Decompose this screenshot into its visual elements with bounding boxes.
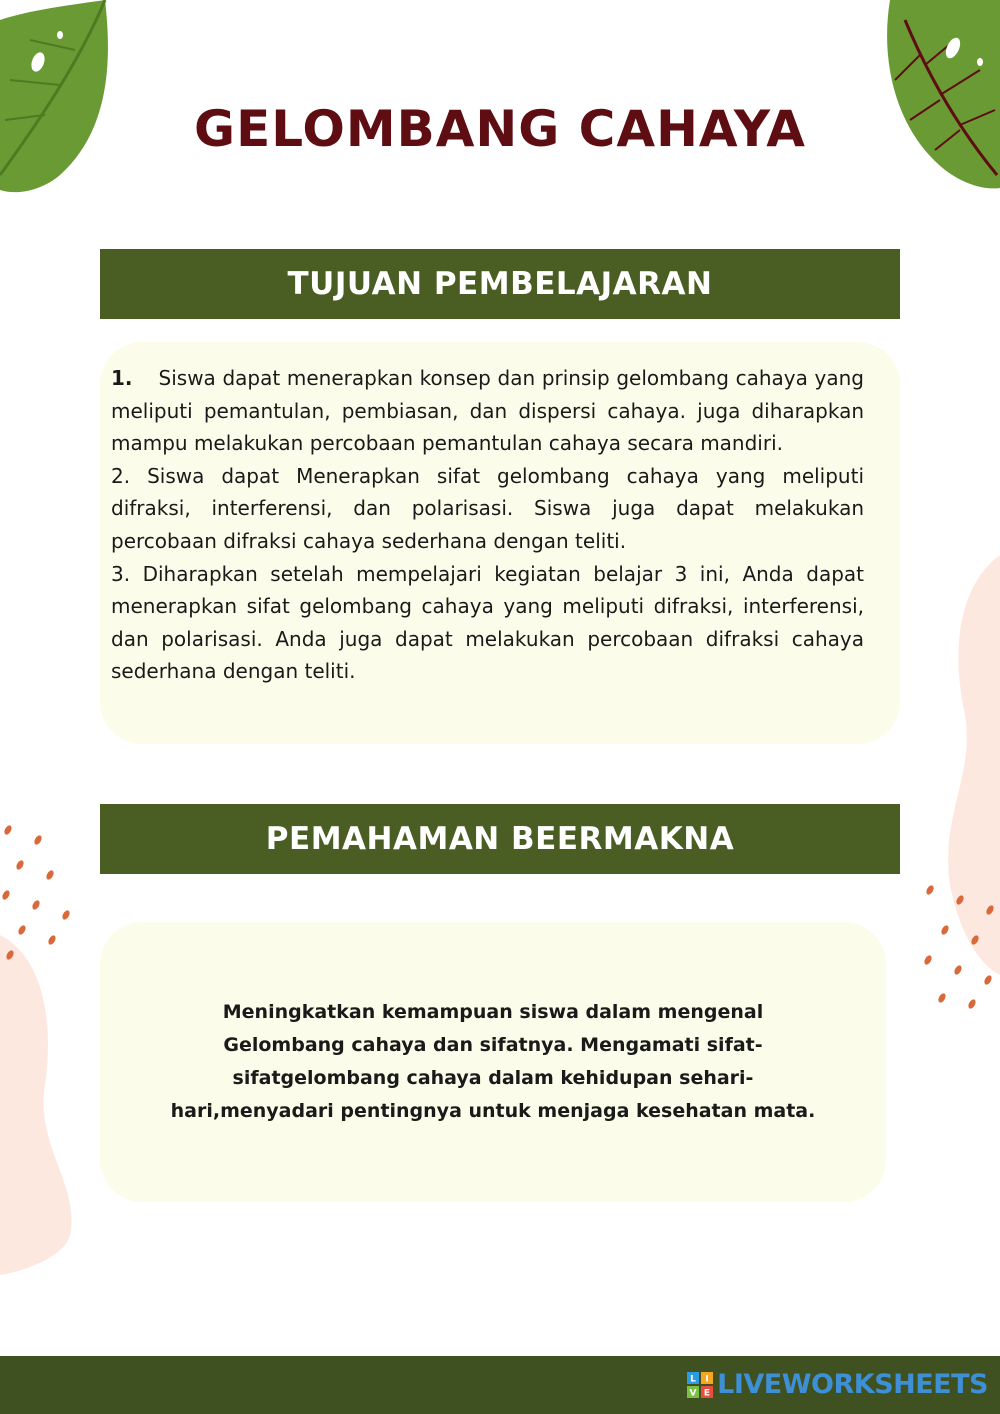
understanding-text: Meningkatkan kemampuan siswa dalam mengenal Gelombang cahaya dan sifatnya. Mengamati sifat-sifatgelombang cahaya dalam kehidupan sehari-hari,menyadari pentingnya untuk menjaga kesehatan mata.: [170, 1001, 816, 1122]
liveworksheets-logo-icon: [687, 1372, 713, 1398]
logo-letter: V: [689, 1388, 697, 1398]
section-heading-tujuan: TUJUAN PEMBELAJARAN: [100, 249, 900, 319]
objective-item-1: [111, 362, 864, 460]
logo-letter: I: [705, 1374, 709, 1384]
section-heading-pemahaman: PEMAHAMAN BEERMAKNA: [100, 804, 900, 874]
brand-link[interactable]: [687, 1369, 988, 1400]
leaf-top-left-icon: [0, 0, 115, 195]
footer-bar: [0, 1356, 1000, 1414]
meaningful-understanding-card: [100, 922, 886, 1202]
brand-text: LIVEWORKSHEETS: [717, 1369, 988, 1400]
objective-item-2: 2. Siswa dapat Menerapkan sifat gelombang cahaya yang meliputi difraksi, interferensi, dan polarisasi. Siswa juga dapat melakukan percobaan difraksi cahaya sederhana dengan teliti.: [111, 463, 864, 553]
blob-left-icon: [0, 935, 80, 1275]
logo-letter: L: [690, 1374, 697, 1384]
objective-text: Siswa dapat menerapkan konsep dan prinsip gelombang cahaya yang meliputi pemantulan, pembiasan, dan dispersi cahaya. juga diharapkan mampu melakukan percobaan pemantulan cahaya secara mandiri.: [111, 366, 864, 456]
learning-objectives-card: [100, 342, 900, 744]
dots-left-icon: [0, 820, 80, 960]
leaf-top-right-icon: [885, 0, 1000, 190]
logo-letter: E: [704, 1388, 711, 1398]
dots-right-icon: [920, 880, 1000, 1010]
objective-item-3: 3. Diharapkan setelah mempelajari kegiatan belajar 3 ini, Anda dapat menerapkan sifat gelombang cahaya yang meliputi difraksi, interferensi, dan polarisasi. Anda juga dapat melakukan percobaan difraksi cahaya sederhana dengan teliti.: [111, 561, 864, 684]
page-title: GELOMBANG CAHAYA: [194, 100, 806, 158]
objective-number: 1.: [111, 366, 133, 390]
